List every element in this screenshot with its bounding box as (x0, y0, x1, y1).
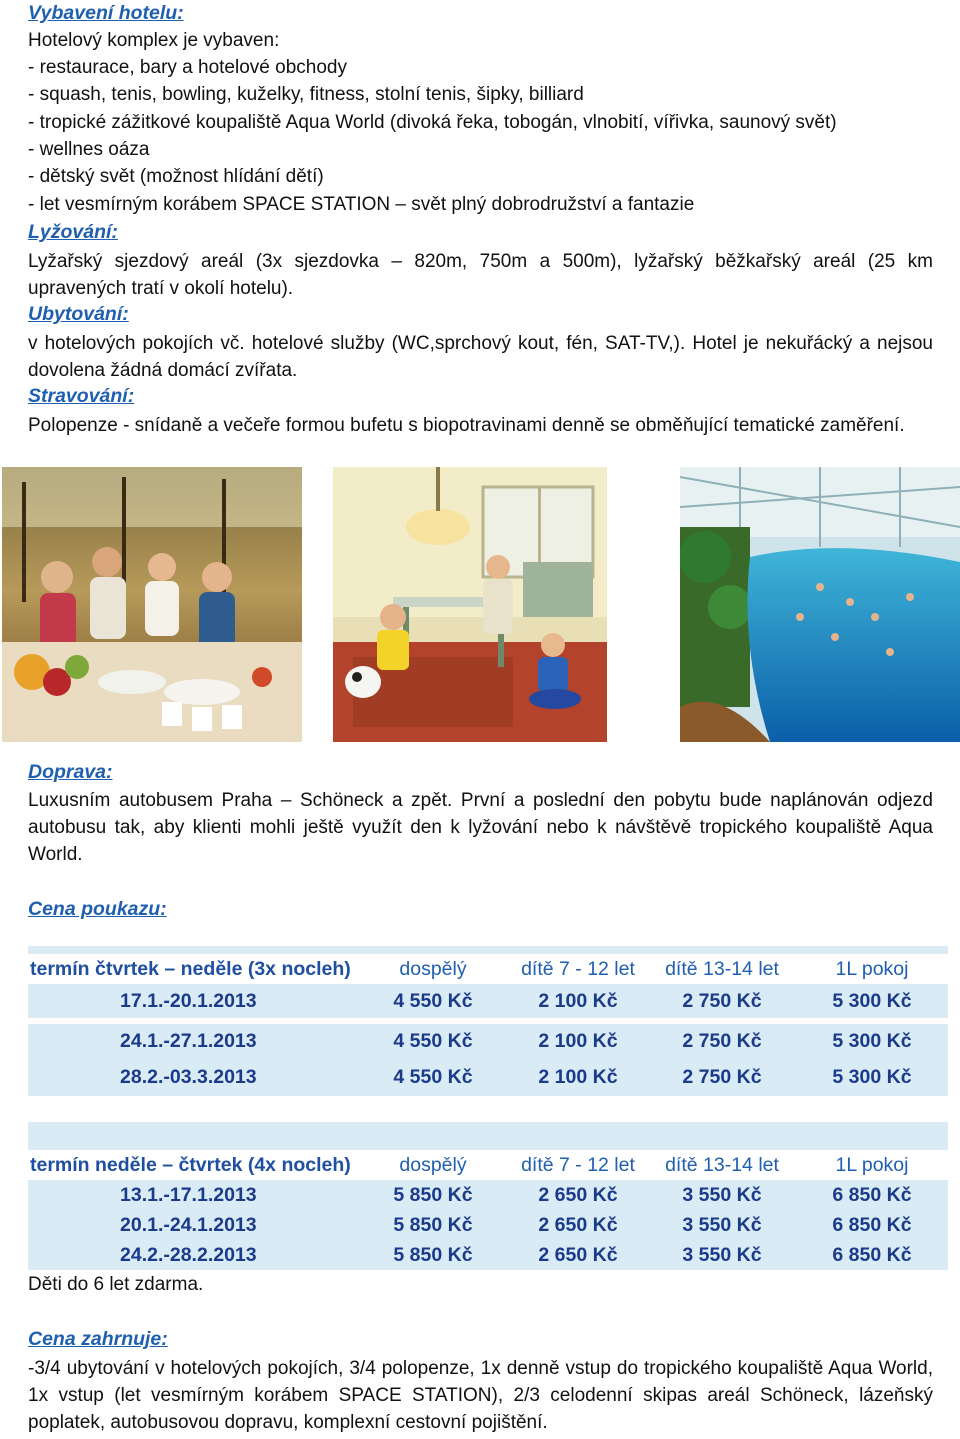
table-row (28, 1180, 948, 1210)
price-cell: 6 850 Kč (796, 1240, 948, 1270)
date-cell: 24.1.-27.1.2013 (28, 1024, 358, 1058)
table-row (28, 1210, 948, 1240)
price-cell: 2 750 Kč (648, 1024, 796, 1058)
section-heading-cena: Cena poukazu: (28, 898, 167, 920)
free-children-note: Děti do 6 let zdarma. (28, 1274, 204, 1295)
section-heading-stravovani: Stravování: (28, 385, 135, 407)
price-cell: 5 850 Kč (358, 1210, 508, 1240)
lyzovani-text: Lyžařský sjezdový areál (3x sjezdovka – 820m, 750m a 500m), lyžařský běžkařský areál (25 km upravených tratí v okolí hotelu). (28, 251, 933, 299)
ubytovani-text: v hotelových pokojích vč. hotelové služby (WC,sprchový kout, fén, SAT-TV,). Hotel je nekuřácký a nejsou dovolena žádná domácí zvířata. (28, 333, 933, 381)
date-cell: 24.2.-28.2.2013 (28, 1240, 358, 1270)
price-cell: 2 650 Kč (508, 1180, 648, 1210)
price-cell: 4 550 Kč (358, 984, 508, 1018)
table-term-label: termín neděle – čtvrtek (4x nocleh) (30, 1153, 351, 1176)
date-cell: 17.1.-20.1.2013 (28, 984, 358, 1018)
date-cell: 20.1.-24.1.2013 (28, 1210, 358, 1240)
vybaveni-item: - wellnes oáza (28, 139, 150, 160)
price-cell: 6 850 Kč (796, 1210, 948, 1240)
column-header: dospělý (399, 957, 467, 980)
price-cell: 3 550 Kč (648, 1240, 796, 1270)
vybaveni-item: - restaurace, bary a hotelové obchody (28, 57, 347, 78)
date-cell: 28.2.-03.3.2013 (28, 1058, 358, 1096)
section-heading-zahrnuje: Cena zahrnuje: (28, 1328, 168, 1350)
vybaveni-intro: Hotelový komplex je vybaven: (28, 30, 280, 51)
table-term-label: termín čtvrtek – neděle (3x nocleh) (30, 957, 351, 980)
vybaveni-item: - let vesmírným korábem SPACE STATION – svět plný dobrodružství a fantazie (28, 194, 695, 215)
table-band (28, 1122, 948, 1150)
table-row (28, 1240, 948, 1270)
price-cell: 5 300 Kč (796, 984, 948, 1018)
price-cell: 3 550 Kč (648, 1210, 796, 1240)
doprava-text: Luxusním autobusem Praha – Schöneck a zpět. První a poslední den pobytu bude naplánován odjezd autobusu tak, aby klienti mohli ještě využít den k lyžování nebo k návštěvě tropického koupaliště Aqua World. (28, 790, 933, 865)
column-header: dítě 13-14 let (665, 957, 779, 980)
table-band (28, 946, 948, 954)
price-cell: 4 550 Kč (358, 1024, 508, 1058)
price-cell: 5 300 Kč (796, 1024, 948, 1058)
price-cell: 6 850 Kč (796, 1180, 948, 1210)
column-header: 1L pokoj (835, 957, 909, 980)
price-cell: 2 100 Kč (508, 1024, 648, 1058)
price-cell: 5 300 Kč (796, 1058, 948, 1096)
price-cell: 2 650 Kč (508, 1240, 648, 1270)
price-cell: 4 550 Kč (358, 1058, 508, 1096)
table-row (28, 1024, 948, 1058)
stravovani-text: Polopenze - snídaně a večeře formou bufetu s biopotravinami denně se obměňující tematické zaměření. (28, 415, 905, 436)
pool-photo (680, 467, 960, 742)
price-cell: 2 100 Kč (508, 1058, 648, 1096)
zahrnuje-text: -3/4 ubytování v hotelových pokojích, 3/4 polopenze, 1x denně vstup do tropického koupaliště Aqua World, 1x vstup (let vesmírným korábem SPACE STATION), 2/3 celodenní skipas areál Schöneck, lázeňský poplatek, autobusovou dopravu, komplexní cestovní pojištění. (28, 1358, 933, 1433)
price-cell: 5 850 Kč (358, 1180, 508, 1210)
table-row (28, 1058, 948, 1096)
date-cell: 13.1.-17.1.2013 (28, 1180, 358, 1210)
section-heading-lyzovani: Lyžování: (28, 221, 118, 243)
section-heading-vybaveni: Vybavení hotelu: (28, 2, 184, 24)
price-cell: 2 100 Kč (508, 984, 648, 1018)
price-table-thursday (28, 954, 948, 1096)
column-header: dospělý (399, 1153, 467, 1176)
family-room-photo (333, 467, 607, 742)
column-header: dítě 13-14 let (665, 1153, 779, 1176)
price-cell: 2 750 Kč (648, 1058, 796, 1096)
price-table-sunday (28, 1150, 948, 1270)
vybaveni-item: - tropické zážitkové koupaliště Aqua World (divoká řeka, tobogán, vlnobití, vířivka, saunový svět) (28, 112, 837, 133)
section-heading-doprava: Doprava: (28, 761, 113, 783)
vybaveni-item: - dětský svět (možnost hlídání dětí) (28, 166, 324, 187)
table-row (28, 984, 948, 1018)
price-cell: 2 650 Kč (508, 1210, 648, 1240)
column-header: 1L pokoj (835, 1153, 909, 1176)
vybaveni-item: - squash, tenis, bowling, kuželky, fitness, stolní tenis, šipky, billiard (28, 84, 584, 105)
price-cell: 3 550 Kč (648, 1180, 796, 1210)
buffet-photo (2, 467, 302, 742)
column-header: dítě 7 - 12 let (521, 957, 635, 980)
price-cell: 5 850 Kč (358, 1240, 508, 1270)
section-heading-ubytovani: Ubytování: (28, 303, 129, 325)
price-cell: 2 750 Kč (648, 984, 796, 1018)
column-header: dítě 7 - 12 let (521, 1153, 635, 1176)
